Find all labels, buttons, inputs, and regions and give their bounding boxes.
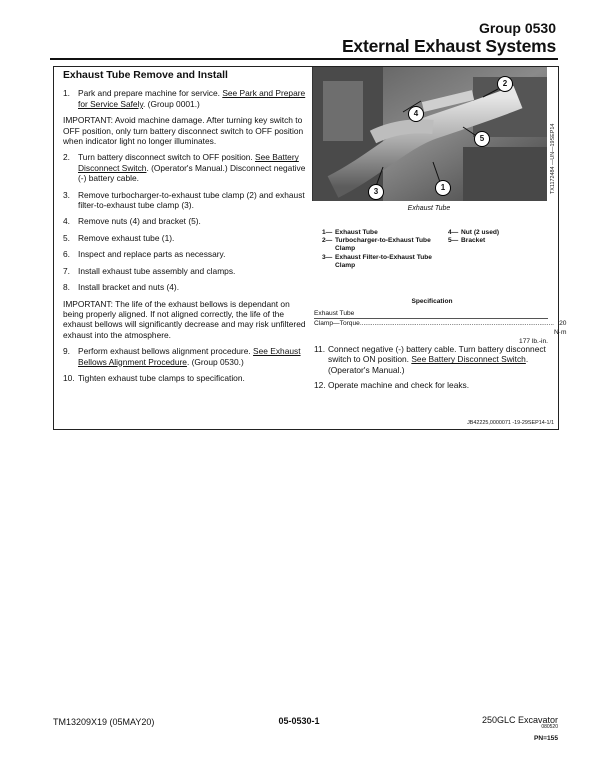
link-exhaust-bellows-alignment[interactable]: See Exhaust Bellows Alignment Procedure [78,346,301,367]
step-6: 6. Inspect and replace parts as necessary. [63,249,226,260]
important-note-2: IMPORTANT: The life of the exhaust bellows is dependant on being properly aligned. If not aligned correctly, the life of the exhaust bellows will significantly decrease and may risk unfiltered exhaust into the atmosphere. [63,298,306,340]
link-battery-disconnect-switch[interactable]: See Battery Disconnect Switch [78,152,299,173]
manual-number: TM13209X19 (05MAY20) [53,717,155,727]
step-11: 11. Connect negative (-) battery cable. Turn battery disconnect switch to ON position. See Battery Disconnect Switch. (Operator's Manual.) [314,344,546,375]
group-number: Group 0530 [478,20,556,36]
step-9: 9. Perform exhaust bellows alignment procedure. See Exhaust Bellows Alignment Procedure. (Group 0530.) [63,346,301,367]
step-7: 7. Install exhaust tube assembly and clamps. [63,265,236,276]
callout-1: 1 [435,180,451,196]
callout-4: 4 [408,106,424,122]
important-note-2-text: The life of the exhaust bellows is dependant on being properly aligned. If not aligned correctly, the life of the exhaust bellows will significantly decrease and may risk unfiltered exhaust into the atmosphere. [63,298,306,340]
procedure-right-column [314,344,552,396]
procedure-box [53,66,567,430]
step-5: 5. Remove exhaust tube (1). [63,232,175,243]
spec-item-row: Exhaust Tube [314,309,548,319]
legend-item: 1— Exhaust Tube [322,229,378,236]
page-number: 05-0530-1 [278,716,320,726]
legend-left-column [322,229,442,270]
step-2: 2. Turn battery disconnect switch to OFF position. See Battery Disconnect Switch. (Operator's Manual.) Disconnect negative (-) battery cable. [63,152,306,184]
legend-right-column [448,229,548,245]
step-3: 3. Remove turbocharger-to-exhaust tube clamp (2) and exhaust filter-to-exhaust tube clamp (3). [63,189,305,211]
spec-value-row-imperial: 177 lb.-in. [519,338,548,345]
callout-5: 5 [474,131,490,147]
specification-title: Specification [411,298,453,305]
step-10: 10. Tighten exhaust tube clamps to specification. [63,372,245,383]
model-name: 250GLC Excavator [481,715,558,725]
callout-3: 3 [368,184,384,200]
page-header [50,18,558,60]
footer-code: 080520 [541,724,558,730]
step-1: 1. Park and prepare machine for service. See Park and Prepare for Service Safely. (Group 0001.) [63,88,306,109]
figure-side-label: TX1172484 —UN—19SEP14 [550,123,556,194]
exhaust-tube-photo [312,67,547,201]
link-park-and-prepare[interactable]: See Park and Prepare for Service Safely [78,88,306,109]
callout-2: 2 [497,76,513,92]
legend-item: 4— Nut (2 used) [448,229,500,236]
footer-model [482,715,558,744]
step-4: 4. Remove nuts (4) and bracket (5). [63,216,201,227]
section-title: External Exhaust Systems [341,36,556,56]
step-12: 12. Operate machine and check for leaks. [314,380,470,391]
procedure-left-column [63,71,307,389]
spec-value-row: Clamp—Torque.......................................................................................................... 20 N·m [314,320,567,336]
procedure-title: Exhaust Tube Remove and Install [63,70,228,81]
step-8: 8. Install bracket and nuts (4). [63,282,180,293]
link-battery-disconnect-switch-2[interactable]: See Battery Disconnect Switch [411,354,526,365]
important-note-1-text: Avoid machine damage. After turning key switch to OFF position, only turn battery disconnect switch to OFF position when indicator light no longer illuminates. [63,115,304,147]
legend-item: 3— Exhaust Filter-to-Exhaust Tube Clamp [322,253,432,269]
document-id: JB42225,0000071 -19-29SEP14-1/1 [467,420,554,426]
legend-item: 5— Bracket [448,237,486,245]
important-note-1: IMPORTANT: Avoid machine damage. After turning key switch to OFF position, only turn battery disconnect switch to OFF position when indicator light no longer illuminates. [63,115,304,147]
legend-item: 2— Turbocharger-to-Exhaust Tube Clamp [322,237,431,253]
specification-table [314,309,567,346]
figure-caption: Exhaust Tube [407,205,451,212]
pn-number: PN=155 [533,735,558,742]
